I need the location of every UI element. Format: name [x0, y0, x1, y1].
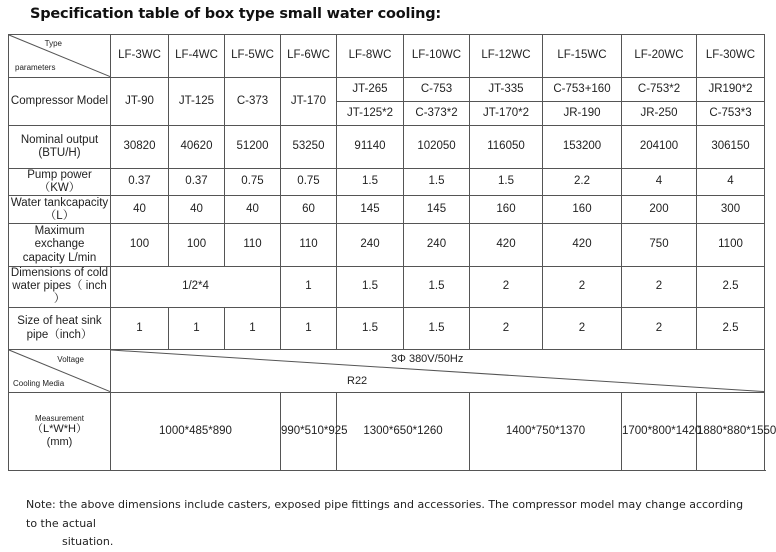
exchange-value: 110	[225, 224, 281, 267]
nominal-label-line2: (BTU/H)	[38, 146, 81, 159]
nominal-value: 51200	[225, 126, 281, 169]
compressor-label: Compressor Model	[9, 77, 111, 126]
pump-value: 1.5	[470, 168, 543, 196]
exchange-label-line1: Maximum exchange	[34, 225, 85, 251]
heat-sink-value: 1.5	[337, 307, 404, 350]
cold-pipes-value: 1.5	[404, 266, 470, 307]
heat-sink-value: 1	[225, 307, 281, 350]
measurement-label-line3: (mm)	[46, 436, 73, 449]
measurement-value: 990*510*925	[281, 393, 337, 471]
exchange-value: 110	[281, 224, 337, 267]
nominal-value: 53250	[281, 126, 337, 169]
cold-pipes-value: 1.5	[337, 266, 404, 307]
heat-sink-value: 2	[470, 307, 543, 350]
voltage-value: 3Φ 380V/50Hz	[391, 353, 464, 366]
compressor-value: JT-90	[111, 77, 169, 126]
tank-value: 145	[337, 196, 404, 224]
nominal-label-line1: Nominal output	[20, 133, 99, 146]
nominal-value: 306150	[697, 126, 765, 169]
model-header: LF-8WC	[337, 35, 404, 78]
pump-value: 0.75	[281, 168, 337, 196]
pump-label: Pump power （KW）	[9, 168, 111, 196]
measurement-row	[9, 393, 765, 471]
cold-pipes-value: 1	[281, 266, 337, 307]
exchange-value: 240	[404, 224, 470, 267]
nominal-value: 204100	[622, 126, 697, 169]
header-row	[9, 35, 765, 78]
measurement-label	[9, 393, 111, 471]
cooling-media-value: R22	[347, 375, 368, 388]
pump-value: 1.5	[404, 168, 470, 196]
cold-pipes-value: 1/2*4	[111, 266, 281, 307]
compressor-value: JT-335	[470, 78, 542, 102]
compressor-value: JT-125*2	[346, 106, 394, 119]
heat-sink-label-line1: Size of heat sink	[17, 315, 102, 328]
tank-value: 145	[404, 196, 470, 224]
tank-row	[9, 196, 765, 224]
cold-pipes-value: 2	[543, 266, 622, 307]
heat-sink-label	[9, 307, 111, 350]
model-header: LF-30WC	[697, 35, 765, 78]
exchange-label	[9, 224, 111, 267]
compressor-value: JR190*2	[697, 78, 764, 102]
tank-value: 200	[622, 196, 697, 224]
cold-pipes-value: 2	[622, 266, 697, 307]
spec-table	[8, 34, 776, 471]
tank-value: 40	[225, 196, 281, 224]
model-header: LF-3WC	[111, 35, 169, 78]
voltage-media-value-cell	[111, 350, 765, 393]
compressor-value: JR-250	[640, 106, 678, 119]
pump-value: 0.37	[111, 168, 169, 196]
cold-pipes-label-line2: water pipes（ inch ）	[12, 280, 107, 306]
compressor-dual-cell	[622, 77, 697, 126]
measurement-value: 1400*750*1370	[470, 393, 622, 471]
heat-sink-value: 2	[622, 307, 697, 350]
pump-value: 4	[697, 168, 765, 196]
pump-value: 0.37	[169, 168, 225, 196]
compressor-value: C-373*2	[415, 106, 458, 119]
exchange-value: 1100	[697, 224, 765, 267]
pump-value: 4	[622, 168, 697, 196]
compressor-value: C-753*3	[709, 106, 752, 119]
nominal-value: 91140	[337, 126, 404, 169]
model-header: LF-15WC	[543, 35, 622, 78]
footnote	[26, 496, 756, 552]
compressor-value: C-753+160	[543, 78, 621, 102]
compressor-row	[9, 77, 765, 126]
footnote-line1: Note: the above dimensions include casters, exposed pipe fittings and accessories. The compressor model may change according to the actual	[26, 498, 744, 530]
compressor-dual-cell	[337, 77, 404, 126]
cold-pipes-value: 2.5	[697, 266, 765, 307]
exchange-value: 240	[337, 224, 404, 267]
nominal-value: 116050	[470, 126, 543, 169]
exchange-label-line2: capacity L/min	[22, 251, 97, 264]
measurement-label-line2: （L*W*H）	[31, 423, 87, 436]
footnote-line2: situation.	[62, 535, 114, 549]
nominal-value: 30820	[111, 126, 169, 169]
measurement-value: 1880*880*1550	[697, 393, 765, 471]
corner-type-label: Type	[44, 39, 62, 48]
model-header: LF-12WC	[470, 35, 543, 78]
page-title: Specification table of box type small water cooling:	[30, 6, 441, 22]
model-header: LF-20WC	[622, 35, 697, 78]
compressor-value: C-753	[404, 78, 469, 102]
pump-value: 2.2	[543, 168, 622, 196]
model-header: LF-4WC	[169, 35, 225, 78]
nominal-row	[9, 126, 765, 169]
cold-pipes-label-line1: Dimensions of cold	[10, 267, 109, 280]
exchange-value: 420	[543, 224, 622, 267]
tank-value: 160	[470, 196, 543, 224]
compressor-value: JT-170*2	[482, 106, 530, 119]
measurement-value: 1300*650*1260	[337, 393, 470, 471]
compressor-value: C-753*2	[622, 78, 696, 102]
model-header: LF-5WC	[225, 35, 281, 78]
model-header: LF-6WC	[281, 35, 337, 78]
model-header: LF-10WC	[404, 35, 470, 78]
heat-sink-value: 1	[169, 307, 225, 350]
pump-value: 1.5	[337, 168, 404, 196]
compressor-dual-cell	[470, 77, 543, 126]
heat-sink-value: 2.5	[697, 307, 765, 350]
heat-sink-row	[9, 307, 765, 350]
voltage-media-label-cell	[9, 350, 111, 393]
exchange-value: 100	[111, 224, 169, 267]
compressor-value: C-373	[225, 77, 281, 126]
compressor-value: JT-170	[281, 77, 337, 126]
pump-value: 0.75	[225, 168, 281, 196]
nominal-value: 153200	[543, 126, 622, 169]
nominal-value: 40620	[169, 126, 225, 169]
measurement-label-line1: Measurement	[35, 414, 84, 424]
compressor-value: JT-125	[169, 77, 225, 126]
cold-pipes-label	[9, 266, 111, 307]
exchange-value: 750	[622, 224, 697, 267]
heat-sink-value: 1	[111, 307, 169, 350]
exchange-row	[9, 224, 765, 267]
voltage-label: Voltage	[57, 355, 84, 365]
heat-sink-value: 2	[543, 307, 622, 350]
measurement-value: 1700*800*1420	[622, 393, 697, 471]
corner-parameters-label: parameters	[15, 63, 56, 73]
heat-sink-value: 1	[281, 307, 337, 350]
cold-pipes-row	[9, 266, 765, 307]
nominal-label	[9, 126, 111, 169]
tank-value: 300	[697, 196, 765, 224]
measurement-value: 1000*485*890	[111, 393, 281, 471]
compressor-value: JT-265	[337, 78, 403, 102]
tank-label: Water tankcapacity（L）	[9, 196, 111, 224]
tank-value: 40	[111, 196, 169, 224]
compressor-value: JR-190	[563, 106, 601, 119]
compressor-dual-cell	[404, 77, 470, 126]
exchange-value: 420	[470, 224, 543, 267]
tank-value: 40	[169, 196, 225, 224]
heat-sink-value: 1.5	[404, 307, 470, 350]
exchange-value: 100	[169, 224, 225, 267]
tank-value: 160	[543, 196, 622, 224]
cold-pipes-value: 2	[470, 266, 543, 307]
cooling-media-label: Cooling Media	[13, 378, 65, 388]
tank-value: 60	[281, 196, 337, 224]
pump-row	[9, 168, 765, 196]
compressor-dual-cell	[543, 77, 622, 126]
compressor-dual-cell	[697, 77, 765, 126]
corner-header-cell	[9, 35, 111, 78]
heat-sink-label-line2: pipe（inch）	[26, 328, 93, 341]
nominal-value: 102050	[404, 126, 470, 169]
voltage-row	[9, 350, 765, 393]
